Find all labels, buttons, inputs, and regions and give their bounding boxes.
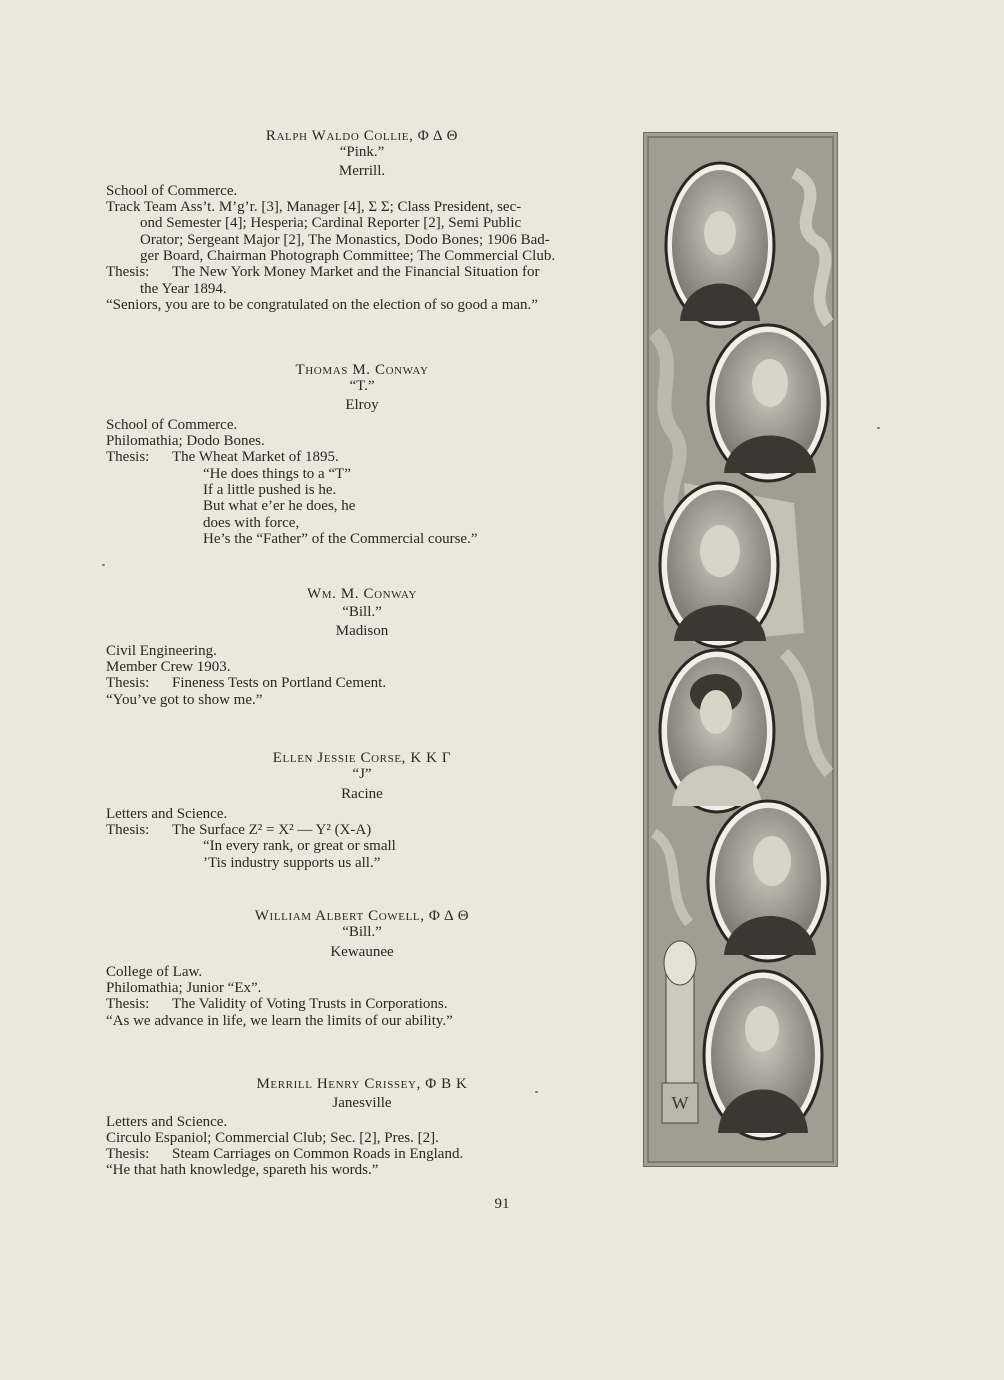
thesis-line: The Surface Z² = X² — Y² (X-A) [172, 822, 372, 839]
entry-course: Civil Engineering. [106, 642, 217, 659]
entry-thomas-conway [106, 362, 618, 547]
entry-thesis [106, 1146, 618, 1162]
thesis-label: Thesis: [106, 264, 150, 281]
thesis-label: Thesis: [106, 822, 150, 839]
svg-text:W: W [671, 1093, 689, 1113]
activity-line: ond Semester [4]; Hesperia; Cardinal Reporter [2], Semi Public [140, 215, 522, 232]
portrait-photo [702, 969, 824, 1141]
entry-thesis [106, 264, 618, 280]
entry-thesis [106, 449, 618, 465]
entry-course: School of Commerce. [106, 182, 238, 199]
quote-line: But what e’er he does, he [203, 498, 356, 515]
entry-course: Letters and Science. [106, 1113, 228, 1130]
thesis-line: Fineness Tests on Portland Cement. [172, 675, 387, 692]
entry-hometown: Elroy [345, 396, 379, 413]
portrait-photo [658, 481, 780, 649]
entry-name: Ellen Jessie Corse, K K Γ [272, 750, 452, 766]
entry-cowell [106, 908, 618, 1029]
activity-line: Member Crew 1903. [106, 659, 231, 676]
thesis-line: the Year 1894. [140, 280, 227, 297]
quote-line: “He does things to a “T” [203, 465, 351, 482]
entry-nickname: “Pink.” [339, 144, 385, 161]
entry-hometown: Kewaunee [330, 943, 394, 960]
entry-quote: “He that hath knowledge, spareth his words.” [106, 1162, 379, 1179]
quote-line: If a little pushed is he. [203, 482, 337, 499]
entry-thesis [106, 996, 618, 1012]
entry-name: Wm. M. Conway [306, 586, 417, 602]
thesis-label: Thesis: [106, 675, 150, 692]
paper-speck [877, 427, 880, 429]
portrait-photo [664, 161, 776, 329]
entry-name: Thomas M. Conway [295, 362, 429, 378]
portrait-strip [643, 132, 838, 1167]
activity-line: Philomathia; Junior “Ex”. [106, 980, 262, 997]
activity-line: ger Board, Chairman Photograph Committee; The Commercial Club. [140, 248, 556, 265]
paper-speck [535, 1091, 538, 1093]
quote-line: does with force, [203, 514, 300, 531]
thesis-label: Thesis: [106, 449, 150, 466]
thesis-line: The Wheat Market of 1895. [172, 449, 339, 466]
thesis-line: The New York Money Market and the Financial Situation for [172, 264, 540, 281]
entry-name: Merrill Henry Crissey, Φ B K [256, 1076, 468, 1092]
entry-nickname: “Bill.” [342, 604, 382, 621]
page-number: 91 [494, 1196, 510, 1212]
entry-course: Letters and Science. [106, 805, 228, 822]
quote-line: “In every rank, or great or small [203, 838, 396, 855]
activity-line: Philomathia; Dodo Bones. [106, 433, 265, 450]
entry-thesis [106, 675, 618, 691]
activity-line: Track Team Ass’t. M’g’r. [3], Manager [4], Σ Σ; Class President, sec- [106, 199, 522, 216]
entry-hometown: Merrill. [338, 162, 386, 179]
entry-quote: “You’ve got to show me.” [106, 691, 263, 708]
paper-speck [102, 564, 105, 566]
entry-course: College of Law. [106, 963, 203, 980]
portrait-photo [658, 648, 776, 814]
thesis-line: Steam Carriages on Common Roads in England. [172, 1146, 464, 1163]
portrait-photo [706, 323, 830, 483]
entry-corse [106, 750, 618, 871]
entry-name: Ralph Waldo Collie, Φ Δ Θ [265, 128, 459, 144]
entry-crissey [106, 1076, 618, 1179]
quote-line: ’Tis industry supports us all.” [203, 854, 381, 871]
entry-collie [106, 128, 618, 313]
portrait-photo [706, 799, 830, 963]
entry-quote [106, 466, 618, 547]
thesis-label: Thesis: [106, 1146, 150, 1163]
entry-nickname: “Bill.” [342, 924, 382, 941]
activity-line: Orator; Sergeant Major [2], The Monastics, Dodo Bones; 1906 Bad- [140, 231, 550, 248]
lamp-ornament [662, 941, 698, 1123]
entry-nickname: “T.” [349, 378, 375, 395]
quote-line: He’s the “Father” of the Commercial course.” [203, 530, 478, 547]
activity-line: Circulo Espaniol; Commercial Club; Sec. [2], Pres. [2]. [106, 1129, 439, 1146]
entry-hometown: Janesville [332, 1095, 392, 1112]
entry-activities [106, 199, 618, 264]
entry-hometown: Madison [335, 622, 389, 639]
thesis-line: The Validity of Voting Trusts in Corporations. [172, 996, 448, 1013]
entry-wm-conway [106, 586, 618, 708]
entry-quote [106, 838, 618, 871]
entry-hometown: Racine [341, 785, 383, 802]
entry-nickname: “J” [352, 766, 372, 783]
entry-name: William Albert Cowell, Φ Δ Θ [254, 908, 470, 924]
entry-thesis [106, 822, 618, 838]
entry-quote: “Seniors, you are to be congratulated on the election of so good a man.” [106, 296, 538, 313]
entry-quote: “As we advance in life, we learn the limits of our ability.” [106, 1012, 453, 1029]
thesis-label: Thesis: [106, 996, 150, 1013]
entry-course: School of Commerce. [106, 416, 238, 433]
